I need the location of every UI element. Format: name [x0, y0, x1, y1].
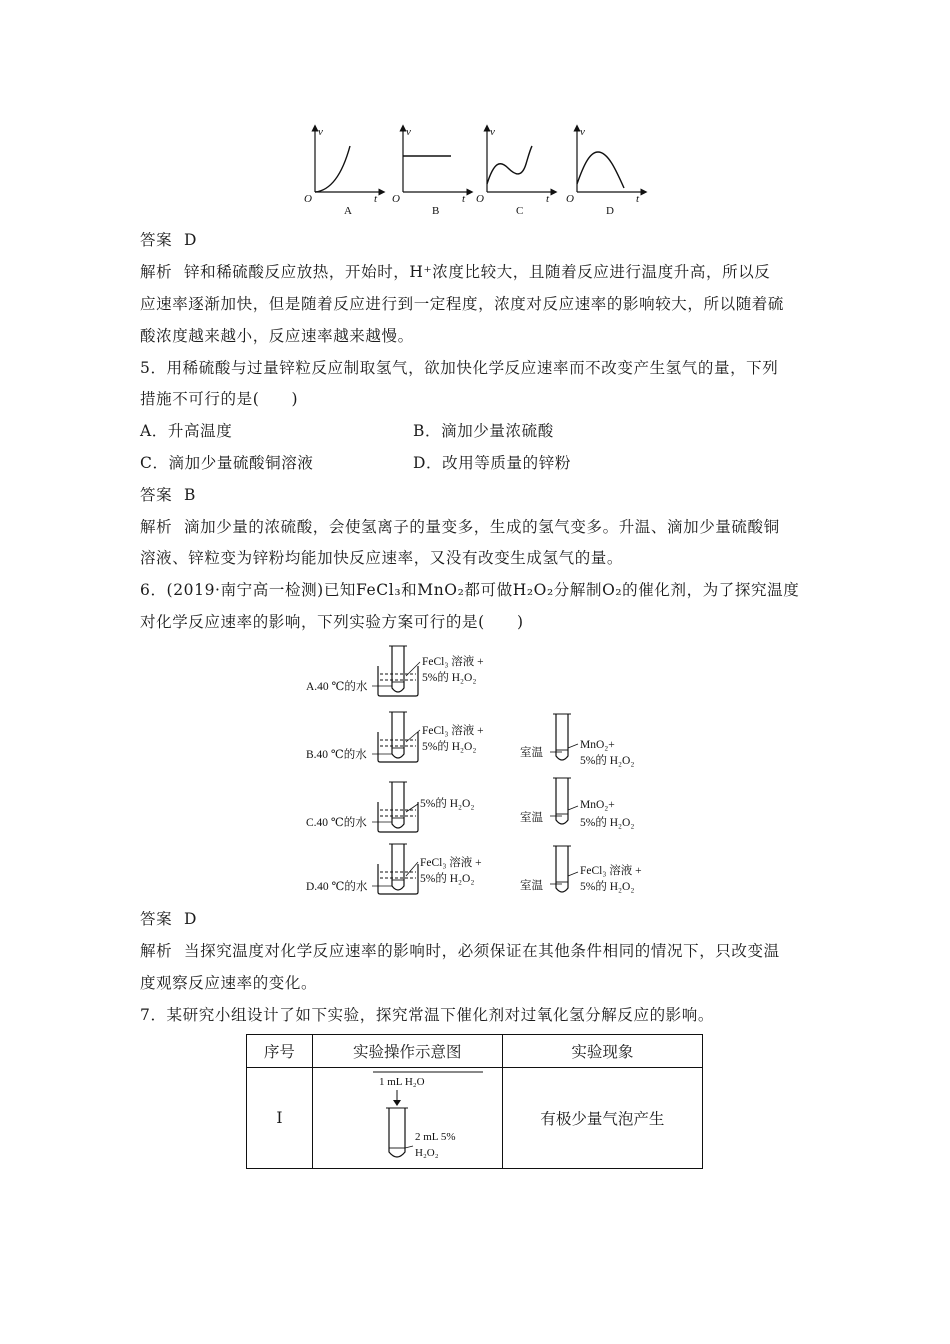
- q4-analysis-line-2: 应速率逐渐加快，但是随着反应进行到一定程度，浓度对反应速率的影响较大，所以随着硫: [140, 295, 785, 313]
- graph-d: [566, 126, 644, 217]
- result-cell: 有极少量气泡产生: [502, 1068, 702, 1169]
- apparatus-d-label: D.40 ℃的水: [306, 881, 368, 893]
- answer-value: B: [184, 486, 196, 504]
- q4-answer: [140, 230, 197, 250]
- apparatus-c-right-label: 室温: [520, 812, 543, 824]
- answer-value: D: [184, 910, 198, 928]
- answer-label: 答案: [140, 486, 173, 504]
- origin-label: O: [566, 193, 574, 205]
- q5-option-c: C．滴加少量硫酸铜溶液: [140, 454, 314, 472]
- apparatus-c-right-reagent-1: MnO₂+: [580, 799, 615, 811]
- table-row: [247, 1068, 703, 1169]
- graph-a: [304, 126, 382, 217]
- q6-stem-line-1: 6．(2019·南宁高一检测)已知FeCl₃和MnO₂都可做H₂O₂分解制O₂的催化剂，为了探究温度: [140, 581, 800, 599]
- apparatus-b-reagent-2: 5%的 H₂O₂: [422, 741, 477, 753]
- apparatus-b-right-reagent-2: 5%的 H₂O₂: [580, 755, 635, 767]
- q4-analysis-line-3: 酸浓度越来越小，反应速率越来越慢。: [140, 327, 414, 345]
- q6-stem-line-2: 对化学反应速率的影响，下列实验方案可行的是( ): [140, 613, 524, 631]
- q6-answer: [140, 909, 197, 929]
- analysis-label: 解析: [140, 263, 173, 281]
- axis-t-label: t: [546, 193, 550, 205]
- add-label: 1 mL H₂O: [379, 1076, 425, 1088]
- graph-label-c: C: [516, 205, 524, 217]
- experiment-table: [246, 1034, 703, 1169]
- curve-c: [487, 146, 532, 184]
- row-id: Ⅰ: [247, 1068, 313, 1169]
- q7-stem: 7．某研究小组设计了如下实验，探究常温下催化剂对过氧化氢分解反应的影响。: [140, 1006, 714, 1024]
- apparatus-b-reagent-1: FeCl₃ 溶液 +: [422, 725, 484, 737]
- apparatus-c-label: C.40 ℃的水: [306, 817, 367, 829]
- answer-value: D: [184, 231, 198, 249]
- apparatus-b-right-reagent-1: MnO₂+: [580, 739, 615, 751]
- graph-label-d: D: [606, 205, 614, 217]
- apparatus-b: [306, 712, 634, 767]
- q5-answer: [140, 485, 196, 505]
- apparatus-d-reagent-1: FeCl₃ 溶液 +: [420, 857, 482, 869]
- q5-stem-line-2: 措施不可行的是( ): [140, 390, 299, 408]
- q4-analysis-line-1: 解析 锌和稀硫酸反应放热，开始时，H⁺浓度比较大，且随着反应进行温度升高，所以反: [140, 263, 771, 281]
- table-header: 实验现象: [502, 1035, 702, 1068]
- experiment-diagram-cell: [312, 1068, 502, 1169]
- apparatus-b-right-label: 室温: [520, 747, 543, 759]
- apparatus-d-right-reagent-2: 5%的 H₂O₂: [580, 881, 635, 893]
- analysis-label: 解析: [140, 942, 173, 960]
- curve-a: [315, 146, 350, 192]
- origin-label: O: [304, 193, 312, 205]
- graph-b: [392, 126, 470, 217]
- axis-v-label: v: [490, 126, 495, 138]
- axis-v-label: v: [318, 126, 323, 138]
- apparatus-d-right-reagent-1: FeCl₃ 溶液 +: [580, 865, 642, 877]
- answer-label: 答案: [140, 231, 173, 249]
- origin-label: O: [476, 193, 484, 205]
- apparatus-c-reagent-1: 5%的 H₂O₂: [420, 798, 475, 810]
- graph-label-a: A: [344, 205, 352, 217]
- apparatus-a-reagent-2: 5%的 H₂O₂: [422, 672, 477, 684]
- apparatus-d: [306, 844, 642, 894]
- q5-stem-line-1: 5．用稀硫酸与过量锌粒反应制取氢气，欲加快化学反应速率而不改变产生氢气的量，下列: [140, 359, 779, 377]
- analysis-label: 解析: [140, 518, 173, 536]
- q5-analysis-line-1: 解析 滴加少量的浓硫酸，会使氢离子的量变多，生成的氢气变多。升温、滴加少量硫酸铜: [140, 518, 780, 536]
- apparatus-d-reagent-2: 5%的 H₂O₂: [420, 873, 475, 885]
- axis-t-label: t: [636, 193, 640, 205]
- apparatus-b-label: B.40 ℃的水: [306, 749, 367, 761]
- curve-d: [577, 152, 624, 188]
- apparatus-d-right-label: 室温: [520, 880, 543, 892]
- q5-option-d: D．改用等质量的锌粉: [413, 454, 571, 472]
- q6-analysis-line-1: 解析 当探究温度对化学反应速率的影响时，必须保证在其他条件相同的情况下，只改变温: [140, 942, 780, 960]
- tube-label-1: 2 mL 5%: [415, 1131, 456, 1143]
- axis-v-label: v: [580, 126, 585, 138]
- origin-label: O: [392, 193, 400, 205]
- axis-v-label: v: [406, 126, 411, 138]
- q6-analysis-line-2: 度观察反应速率的变化。: [140, 974, 318, 992]
- velocity-time-graphs: [300, 122, 660, 222]
- axis-t-label: t: [374, 193, 378, 205]
- q5-option-a: A．升高温度: [140, 422, 233, 440]
- tube-label-2: H₂O₂: [415, 1147, 439, 1159]
- q5-analysis-line-2: 溶液、锌粒变为锌粉均能加快反应速率，又没有改变生成氢气的量。: [140, 549, 624, 567]
- table-header: 实验操作示意图: [312, 1035, 502, 1068]
- axis-t-label: t: [462, 193, 466, 205]
- apparatus-a-reagent-1: FeCl₃ 溶液 +: [422, 656, 484, 668]
- q5-option-b: B．滴加少量浓硫酸: [413, 422, 554, 440]
- graph-label-b: B: [432, 205, 440, 217]
- apparatus-a-label: A.40 ℃的水: [306, 681, 368, 693]
- apparatus-c: [306, 778, 634, 832]
- apparatus-a: [306, 646, 484, 696]
- table-header: 序号: [247, 1035, 313, 1068]
- table-header-row: [247, 1035, 703, 1068]
- apparatus-c-right-reagent-2: 5%的 H₂O₂: [580, 817, 635, 829]
- graph-c: [476, 126, 554, 217]
- test-tube-diagram: [327, 1068, 487, 1164]
- q6-apparatus-figure: [300, 640, 660, 902]
- answer-label: 答案: [140, 910, 173, 928]
